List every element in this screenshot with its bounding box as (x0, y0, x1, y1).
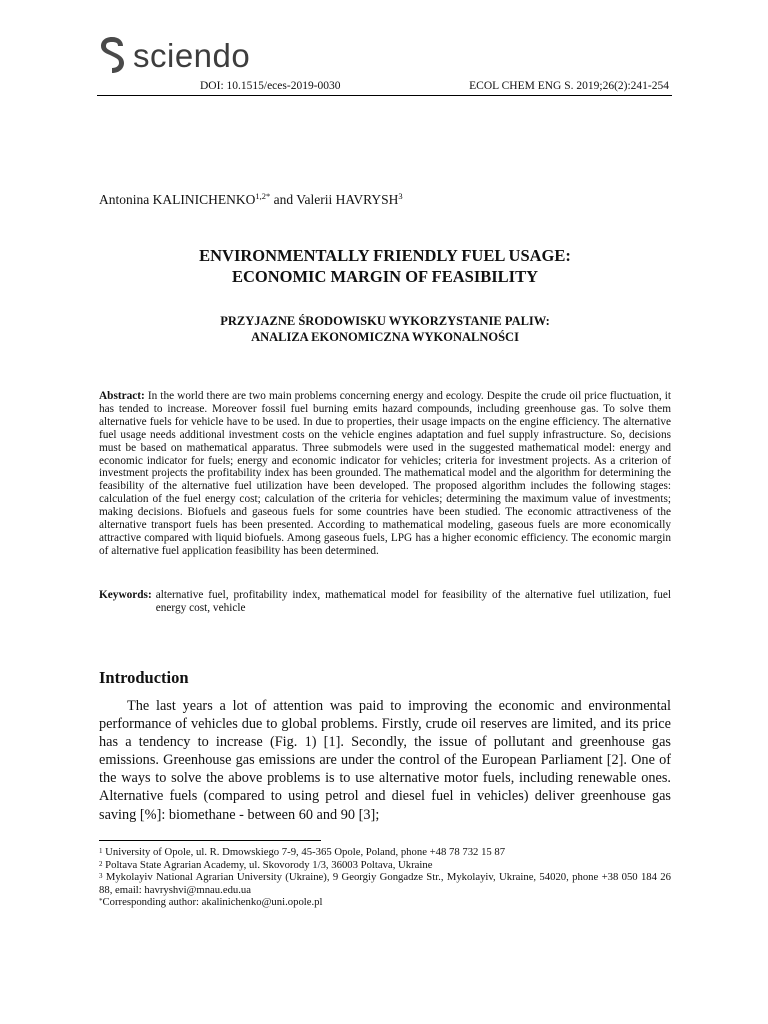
section-heading-introduction: Introduction (99, 668, 189, 687)
logo-text: sciendo (133, 36, 251, 74)
author-1-affiliation: 1,2* (255, 191, 271, 201)
footnote-mark: * (99, 897, 103, 906)
footnote-text: University of Opole, ul. R. Dmowskiego 7-9, 45-365 Opole, Poland, phone +48 78 732 15 87 (102, 846, 506, 858)
author-2-affiliation: 3 (398, 191, 403, 201)
abstract (99, 390, 671, 558)
footnote-mark: 2 (99, 859, 103, 868)
footnote-1 (99, 846, 671, 859)
keywords-text: alternative fuel, profitability index, mathematical model for feasibility of the alternative fuel utilization, fuel energy cost, vehicle (155, 589, 671, 614)
footnote-text: Poltava State Agrarian Academy, ul. Skovorody 1/3, 36003 Poltava, Ukraine (102, 858, 433, 871)
author-2-name: and Valerii HAVRYSH (270, 192, 399, 207)
footnote-text: Mykolayiv National Agrarian University (Ukraine), 9 Georgiy Gongadze Str., Mykolayiv, Ukraine, 54020, phone +38 050 184 26 88, email: havryshvi@mnau.edu.ua (99, 871, 671, 896)
paper-title (99, 245, 671, 287)
title-line-1: ENVIRONMENTALLY FRIENDLY FUEL USAGE: (199, 246, 571, 265)
footnote-mark: 3 (99, 872, 103, 881)
sciendo-logo-icon (99, 35, 125, 75)
footnotes (99, 846, 671, 909)
author-1-name: Antonina KALINICHENKO (99, 192, 256, 207)
doi: DOI: 10.1515/eces-2019-0030 (200, 80, 341, 92)
footnote-mark: 1 (99, 847, 103, 855)
footnote-divider (99, 840, 321, 841)
journal-citation: ECOL CHEM ENG S. 2019;26(2):241-254 (469, 80, 669, 92)
title-line-2: ECONOMIC MARGIN OF FEASIBILITY (231, 267, 539, 286)
subtitle-line-2: ANALIZA EKONOMICZNA WYKONALNOŚCI (251, 330, 519, 344)
paper-subtitle-polish (99, 313, 671, 345)
subtitle-line-1: PRZYJAZNE ŚRODOWISKU WYKORZYSTANIE PALIW: (220, 314, 550, 328)
footnote-text: Corresponding author: akalinichenko@uni.opole.pl (102, 896, 323, 909)
keywords-label: Keywords: (99, 589, 152, 601)
footnote-3 (99, 871, 671, 896)
author-line (99, 192, 403, 208)
introduction-paragraph: The last years a lot of attention was paid to improving the economic and environmental performance of vehicles due to global problems. Firstly, crude oil reserves are limited, and its price has a tendency to increase (Fig. 1) [1]. Secondly, the issue of pollutant and greenhouse gas emissions. Greenhouse gas emissions are under the control of the European Parliament [2]. One of the ways to solve the above problems is to use alternative motor fuels, including renewable ones. Alternative fuels (compared to using petrol and diesel fuel in vehicles) deliver greenhouse gas saving [%]: biomethane - between 60 and 90 [3]; (99, 698, 671, 823)
footnote-2 (99, 859, 671, 872)
publisher-logo (99, 33, 250, 77)
abstract-text: In the world there are two main problems concerning energy and ecology. Despite the crude oil price fluctuation, it has tended to increase. Moreover fossil fuel burning emits hazard compounds, including greenhouse gas. To solve them alternative fuels for vehicle have to be used. In due to properties, their usage impacts on the engine efficiency. The alternative fuel usage needs additional investment costs on the vehicle engines adaptation and fuel supply infrastructure. So, decisions must be based on mathematical apparatus. Three submodels were used in the suggested mathematical model: energy and economic indicator for fuels; energy and economic indicator for vehicles; criteria for investment projects. As a criterion of investment projects the profitability index has been grounded. The mathematical model and the algorithm for determining the feasibility of the alternative fuel utilization have been developed. The proposed algorithm includes the following stages: calculation of the fuel energy cost; calculation of the criteria for vehicles; determining the maximum value of investments; making decisions. Biofuels and gaseous fuels for some countries have been studied. The economic attractiveness of the alternative transport fuels has been presented. According to mathematical modeling, gaseous fuels are more economically attractive compared with liquid biofuels. Among gaseous fuels, LPG has a higher economic efficiency. The economic margin of alternative fuel application feasibility has been determined. (99, 390, 671, 557)
footnote-corresponding (99, 896, 671, 909)
keywords (99, 589, 671, 615)
header-divider (97, 95, 672, 96)
abstract-label: Abstract: (99, 390, 145, 402)
